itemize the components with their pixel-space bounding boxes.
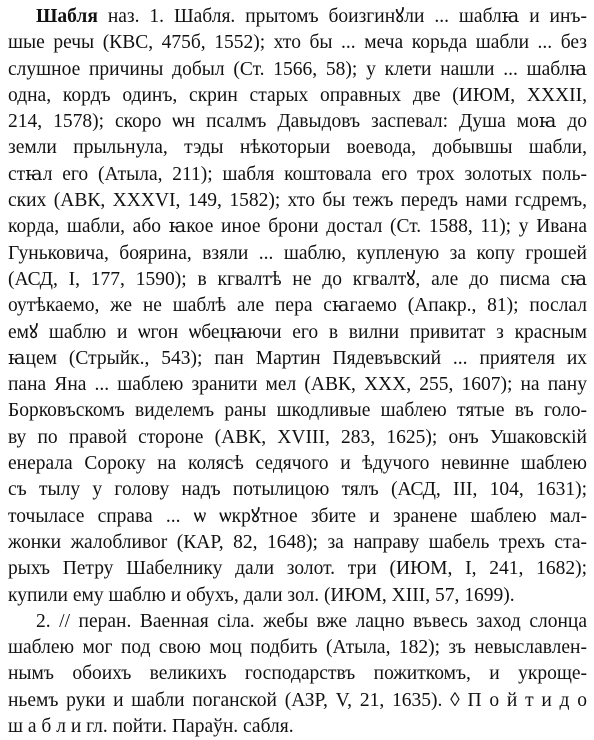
headword: Шабля (36, 6, 98, 27)
text-line: 2. // перан. Ваенная сіла. жебы вже лацно въвесь заход слонца (36, 610, 587, 632)
text-line: точыласе справа ... ѡ ѡкрꙋтное збите и зранене шаблею мал- (8, 505, 587, 527)
text-line: земли прыльнула, тэды нѣкоторыи воевода, добывшы шабли, (8, 137, 587, 159)
entry-paragraph-1 (8, 4, 587, 609)
text-line: пана Яна ... шаблею зранити мел (АВК, XXX, 255, 1607); на пану (8, 374, 587, 396)
text-line: (АСД, I, 177, 1590); в кгвалтѣ не до кгвалтꙋ, але до писма сꙗ (8, 268, 587, 290)
text-line: оутѣкаемо, же не шаблѣ але пера сꙗгаемо (Апакр., 81); послал (8, 295, 587, 317)
text-line: шые речы (КВС, 475б, 1552); хто бы ... меча корьда шабли ... без (8, 32, 587, 54)
text-line: енерала Сороку на колясѣ седячого и ѣдучого невинне шаблею (8, 453, 587, 475)
text-line: ву по правой стороне (АВК, XVIII, 283, 1625); онъ Ушаковскiй (8, 426, 587, 448)
text-line: съ тылу у голову надъ потылицою тялъ (АСД, III, 104, 1631); (8, 479, 587, 501)
entry-paragraph-2 (8, 609, 587, 740)
text-line: одна, кордъ одинъ, скрин старых оправных две (ИЮМ, XXXII, (8, 84, 587, 106)
text-line: слушное причины добыл (Ст. 1566, 58); у клети нашли ... шаблꙗ (8, 58, 587, 80)
text-line: стꙗл его (Атыла, 211); шабля коштовала его трох золотых поль- (8, 163, 587, 185)
text-line: ш а б л и гл. пойти. Параўн. сабля. (8, 716, 294, 738)
text-line: емꙋ шаблю и ѡгон ѡбецꙗючи его в вилни привитат з красным (8, 321, 587, 343)
text-line: ских (АВК, XXXVI, 149, 1582); хто бы тежъ передъ нами гсдремъ, (8, 190, 587, 212)
text-line: купили ему шаблю и обухъ, дали зол. (ИЮМ, XIII, 57, 1699). (8, 584, 515, 606)
text-line: ньемъ руки и шабли поганской (АЗР, V, 21, 1635). ◊ П о й т и д о (8, 689, 587, 711)
text-line: ꙗцем (Стрыйк., 543); пан Мартин Пядевъвский ... приятеля их (8, 347, 587, 369)
text-line: Гуньковича, бояринa, взяли ... шаблю, купленую за копу грошей (8, 242, 587, 264)
text-line: рыхъ Петру Шабелнику дали золот. три (ИЮМ, I, 241, 1682); (8, 558, 587, 580)
text-line: нымъ обоихъ великихъ господарствъ пожиткомъ, и укроще- (8, 663, 587, 685)
text-line: Шабля наз. 1. Шабля. прытомъ боизгинꙋли ... шаблꙗ и инъ- (36, 6, 587, 27)
text-line: корда, шабли, або ꙗкое иное брони достал (Ст. 1588, 11); у Ивана (8, 216, 587, 238)
text-line: шаблею мог под свою моц подбить (Атыла, 182); зъ невыславлен- (8, 637, 587, 659)
text-line: 214, 1578); скоро ѡн псалмъ Давыдовъ заспевал: Душа моꙗ до (8, 111, 587, 133)
text-line: Борковъскомъ виделемъ раны шкодливые шаблею тятые въ голо- (8, 400, 587, 422)
text-line: жонки жалобливоr (КАР, 82, 1648); за направу шабель трехъ ста- (8, 531, 587, 553)
